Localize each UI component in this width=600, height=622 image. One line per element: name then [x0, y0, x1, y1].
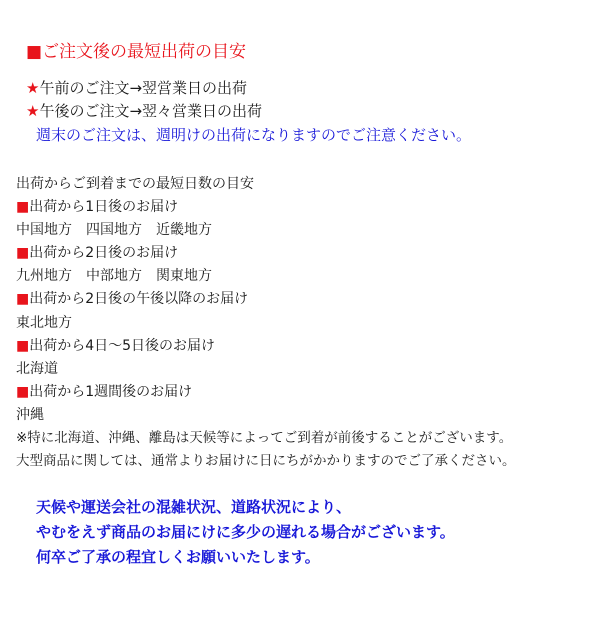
- shipping-rule-text: 午後のご注文→翌々営業日の出荷: [39, 102, 263, 120]
- delivery-heading: 出荷からご到着までの最短日数の目安: [16, 176, 254, 192]
- delivery-group-label: [16, 246, 178, 260]
- star-icon: ★: [26, 102, 40, 120]
- square-bullet-icon: ■: [16, 384, 30, 400]
- delivery-group-regions: 東北地方: [16, 315, 72, 331]
- footer-line: やむをえず商品のお届にけに多少の遅れる場合がございます。: [36, 523, 455, 541]
- delivery-group-label: [16, 339, 215, 353]
- delivery-group-label-text: 出荷から1週間後のお届け: [29, 384, 193, 400]
- delivery-group-label-text: 出荷から2日後のお届け: [29, 245, 179, 261]
- footer-line: 天候や運送会社の混雑状況、道路状況により、: [36, 498, 352, 516]
- footer-line: 何卒ご了承の程宜しくお願いいたします。: [36, 548, 320, 566]
- delivery-group-regions: 沖縄: [16, 407, 44, 423]
- star-icon: ★: [26, 79, 40, 97]
- square-bullet-icon: ■: [16, 199, 30, 215]
- shipping-rule-text: 午前のご注文→翌営業日の出荷: [39, 79, 248, 97]
- section-title: [26, 44, 246, 61]
- shipping-rule-pm: [26, 104, 262, 119]
- delivery-group-regions: 中国地方 四国地方 近畿地方: [16, 222, 212, 238]
- delivery-group-label-text: 出荷から4日～5日後のお届け: [29, 338, 216, 354]
- weekend-note: 週末のご注文は、週明けの出荷になりますのでご注意ください。: [36, 126, 472, 144]
- shipping-rule-am: [26, 81, 247, 96]
- delivery-group-regions: 九州地方 中部地方 関東地方: [16, 268, 212, 284]
- delivery-group-label-text: 出荷から2日後の午後以降のお届け: [29, 291, 249, 307]
- note-remote-areas: ※特に北海道、沖縄、離島は天候等によってご到着が前後することがございます。: [16, 430, 513, 446]
- square-bullet-icon: ■: [26, 42, 43, 62]
- delivery-group-label: [16, 385, 192, 399]
- delivery-group-label-text: 出荷から1日後のお届け: [29, 199, 179, 215]
- section-title-text: ご注文後の最短出荷の目安: [42, 42, 247, 62]
- note-large-items: 大型商品に関しては、通常よりお届けに日にちがかかりますのでご了承ください。: [16, 453, 516, 469]
- delivery-group-label: [16, 292, 248, 306]
- square-bullet-icon: ■: [16, 245, 30, 261]
- delivery-group-regions: 北海道: [16, 361, 58, 377]
- delivery-group-label: [16, 200, 178, 214]
- square-bullet-icon: ■: [16, 338, 30, 354]
- square-bullet-icon: ■: [16, 291, 30, 307]
